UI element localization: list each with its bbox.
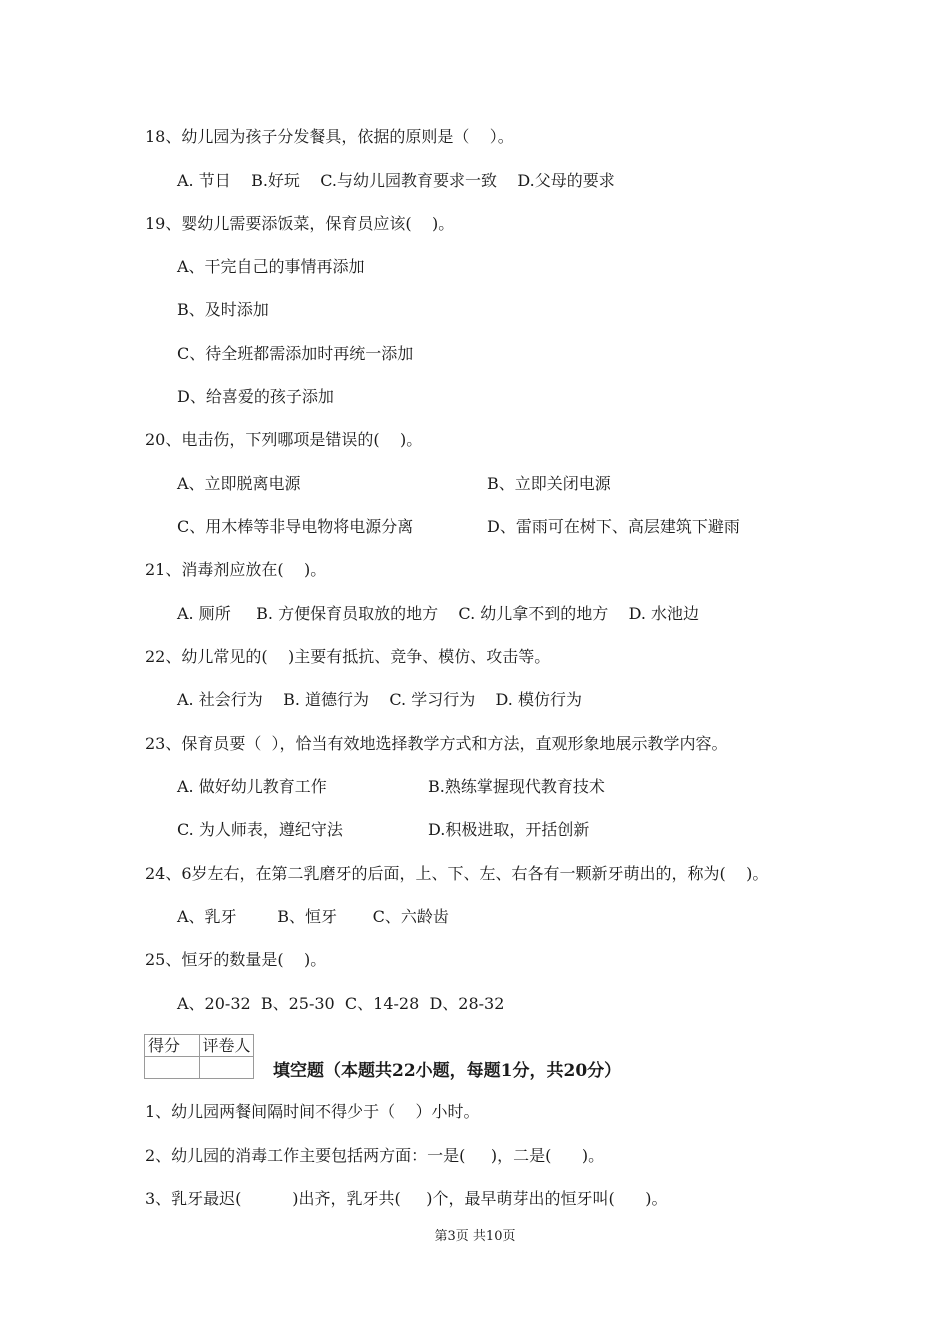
question-20-option-b: B、立即关闭电源 [487,474,611,493]
question-25-stem: 25、恒牙的数量是( )。 [145,950,327,969]
question-21-stem: 21、消毒剂应放在( )。 [145,560,327,579]
question-22-stem: 22、幼儿常见的( )主要有抵抗、竞争、模仿、攻击等。 [145,647,551,666]
question-20-stem: 20、电击伤，下列哪项是错误的( )。 [145,430,423,449]
question-25-options: A、20-32 B、25-30 C、14-28 D、28-32 [177,994,505,1013]
grader-cell[interactable] [199,1057,254,1079]
question-18-stem: 18、幼儿园为孩子分发餐具，依据的原则是（ ）。 [145,127,514,146]
section-title: 填空题（本题共22小题，每题1分，共20分） [273,1061,622,1081]
question-24-stem: 24、6岁左右，在第二乳磨牙的后面，上、下、左、右各有一颗新牙萌出的，称为( )。 [145,864,769,883]
question-19-option-c: C、待全班都需添加时再统一添加 [177,344,414,363]
question-19-option-b: B、及时添加 [177,300,269,319]
fill-item-3: 3、乳牙最迟( )出齐，乳牙共( )个，最早萌芽出的恒牙叫( )。 [145,1189,668,1208]
question-24-options: A、乳牙 B、恒牙 C、六龄齿 [177,907,449,926]
question-21-options: A. 厕所 B. 方便保育员取放的地方 C. 幼儿拿不到的地方 D. 水池边 [177,604,700,623]
question-19-stem: 19、婴幼儿需要添饭菜，保育员应该( )。 [145,214,455,233]
question-20-option-a: A、立即脱离电源 [177,474,301,493]
question-22-options: A. 社会行为 B. 道德行为 C. 学习行为 D. 模仿行为 [177,690,582,709]
question-23-option-b: B.熟练掌握现代教育技术 [428,777,605,796]
question-23-stem: 23、保育员要（ ），恰当有效地选择教学方式和方法，直观形象地展示教学内容。 [145,734,728,753]
score-label: 得分 [145,1035,200,1057]
score-box [144,1034,254,1079]
question-23-option-d: D.积极进取，开括创新 [428,820,590,839]
question-23-option-a: A. 做好幼儿教育工作 [177,777,327,796]
question-23-option-c: C. 为人师表，遵纪守法 [177,820,343,839]
page-number: 第3页 共10页 [434,1229,516,1244]
score-cell[interactable] [145,1057,200,1079]
fill-item-2: 2、幼儿园的消毒工作主要包括两方面：一是( )，二是( )。 [145,1146,605,1165]
fill-item-1: 1、幼儿园两餐间隔时间不得少于（ ）小时。 [145,1102,480,1121]
grader-label: 评卷人 [199,1035,254,1057]
question-19-option-a: A、干完自己的事情再添加 [177,257,365,276]
question-20-option-d: D、雷雨可在树下、高层建筑下避雨 [487,517,740,536]
question-20-option-c: C、用木棒等非导电物将电源分离 [177,517,414,536]
question-19-option-d: D、给喜爱的孩子添加 [177,387,334,406]
question-18-options: A. 节日 B.好玩 C.与幼儿园教育要求一致 D.父母的要求 [177,171,615,190]
